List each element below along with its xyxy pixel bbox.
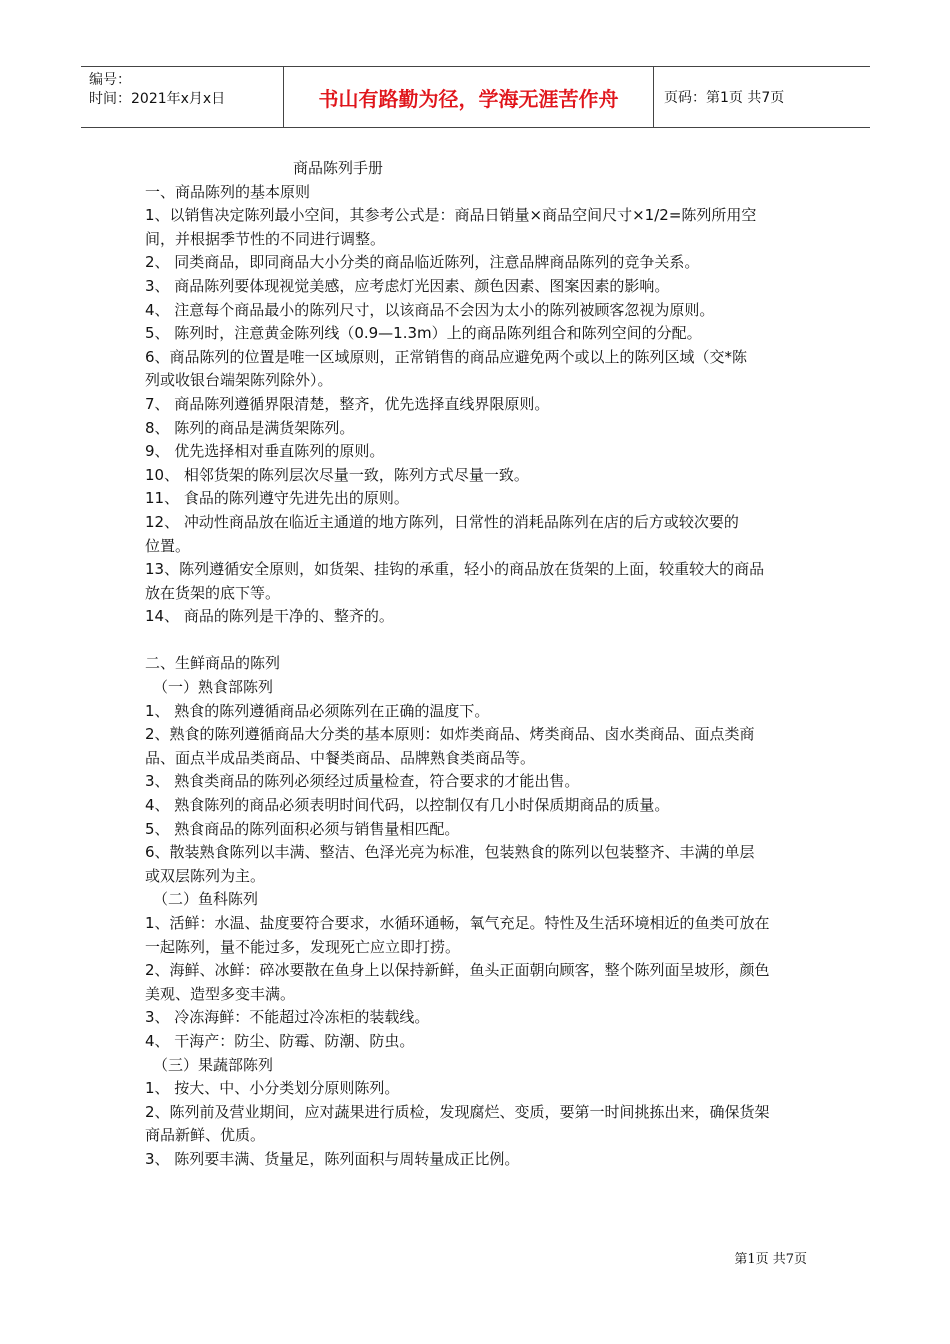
text-line: 一、商品陈列的基本原则 <box>145 182 311 201</box>
text-line: 3、 商品陈列要体现视觉美感，应考虑灯光因素、颜色因素、图案因素的影响。 <box>145 276 670 295</box>
text-line: 二、生鲜商品的陈列 <box>145 654 281 673</box>
page-header <box>81 66 870 128</box>
text-line: 4、 注意每个商品最小的陈列尺寸，以该商品不会因为太小的陈列被顾客忽视为原则。 <box>145 300 715 319</box>
text-line: 列或收银台端架陈列除外）。 <box>145 371 333 390</box>
document-title: 商品陈列手册 <box>293 159 384 177</box>
subsection-heading: （一）熟食部陈列 <box>153 678 274 697</box>
text-line: 12、 冲动性商品放在临近主通道的地方陈列，日常性的消耗品陈列在店的后方或较次要的 <box>145 512 739 531</box>
text-line: 4、 干海产：防尘、防霉、防潮、防虫。 <box>145 1031 415 1050</box>
text-line: 2、海鲜、冰鲜：碎冰要散在鱼身上以保持新鲜，鱼头正面朝向顾客，整个陈列面呈坡形，颜色 <box>145 961 770 980</box>
text-line: 8、 陈列的商品是满货架陈列。 <box>145 418 355 437</box>
text-line: 7、 商品陈列遵循界限清楚，整齐，优先选择直线界限原则。 <box>145 394 550 413</box>
text-line: 2、 同类商品，即同商品大小分类的商品临近陈列，注意品牌商品陈列的竞争关系。 <box>145 253 700 272</box>
text-line: 一起陈列，量不能过多，发现死亡应立即打捞。 <box>145 937 461 956</box>
text-line: 4、 熟食陈列的商品必须表明时间代码，以控制仅有几小时保质期商品的质量。 <box>145 796 670 815</box>
header-page-info: 页码：第1页 共7页 <box>664 90 785 106</box>
text-line: 3、 熟食类商品的陈列必须经过质量检查，符合要求的才能出售。 <box>145 772 580 791</box>
text-line: 10、 相邻货架的陈列层次尽量一致，陈列方式尽量一致。 <box>145 465 529 484</box>
document-number-label: 编号： <box>89 72 131 88</box>
header-meta <box>81 67 283 127</box>
text-line: 1、 熟食的陈列遵循商品必须陈列在正确的温度下。 <box>145 701 490 720</box>
text-line: 6、商品陈列的位置是唯一区域原则，正常销售的商品应避免两个或以上的陈列区域（交*陈 <box>145 347 748 366</box>
text-line: 9、 优先选择相对垂直陈列的原则。 <box>145 442 385 461</box>
text-line: 1、 按大、中、小分类划分原则陈列。 <box>145 1079 400 1098</box>
text-line: 5、 熟食商品的陈列面积必须与销售量相匹配。 <box>145 819 460 838</box>
text-line: 3、 陈列要丰满、货量足，陈列面积与周转量成正比例。 <box>145 1149 520 1168</box>
text-line: 放在货架的底下等。 <box>145 583 281 602</box>
document-date: 时间：2021年x月x日 <box>89 91 226 107</box>
text-line: 商品新鲜、优质。 <box>145 1126 266 1145</box>
text-line: 位置。 <box>145 536 191 555</box>
subsection-heading: （三）果蔬部陈列 <box>153 1055 274 1074</box>
text-line: 品、面点半成品类商品、中餐类商品、品牌熟食类商品等。 <box>145 748 536 767</box>
document-body <box>145 157 813 1172</box>
text-line: 5、 陈列时，注意黄金陈列线（0.9—1.3m）上的商品陈列组合和陈列空间的分配。 <box>145 324 702 343</box>
text-line: 13、陈列遵循安全原则，如货架、挂钩的承重，轻小的商品放在货架的上面，较重较大的商品 <box>145 560 765 579</box>
blank-line <box>145 629 813 653</box>
text-line: 2、陈列前及营业期间，应对蔬果进行质检，发现腐烂、变质，要第一时间挑拣出来，确保货架 <box>145 1102 770 1121</box>
text-line: 美观、造型多变丰满。 <box>145 984 296 1003</box>
text-line: 间，并根据季节性的不同进行调整。 <box>145 229 386 248</box>
text-line: 1、以销售决定陈列最小空间，其参考公式是：商品日销量×商品空间尺寸×1/2=陈列所用空 <box>145 206 757 225</box>
text-line: 11、 食品的陈列遵守先进先出的原则。 <box>145 489 409 508</box>
page-footer: 第1页 共7页 <box>734 1252 807 1267</box>
text-line: 或双层陈列为主。 <box>145 866 266 885</box>
text-line: 1、活鲜：水温、盐度要符合要求，水循环通畅，氧气充足。特性及生活环境相近的鱼类可放在 <box>145 914 770 932</box>
header-motto: 书山有路勤为径，学海无涯苦作舟 <box>283 67 654 127</box>
text-line: 14、 商品的陈列是干净的、整齐的。 <box>145 607 394 626</box>
text-line: 2、熟食的陈列遵循商品大分类的基本原则：如炸类商品、烤类商品、卤水类商品、面点类商 <box>145 725 755 744</box>
text-line: 3、 冷冻海鲜：不能超过冷冻柜的装载线。 <box>145 1008 430 1027</box>
subsection-heading: （二）鱼科陈列 <box>153 890 259 909</box>
text-line: 6、散装熟食陈列以丰满、整洁、色泽光亮为标准，包装熟食的陈列以包装整齐、丰满的单层 <box>145 843 755 862</box>
